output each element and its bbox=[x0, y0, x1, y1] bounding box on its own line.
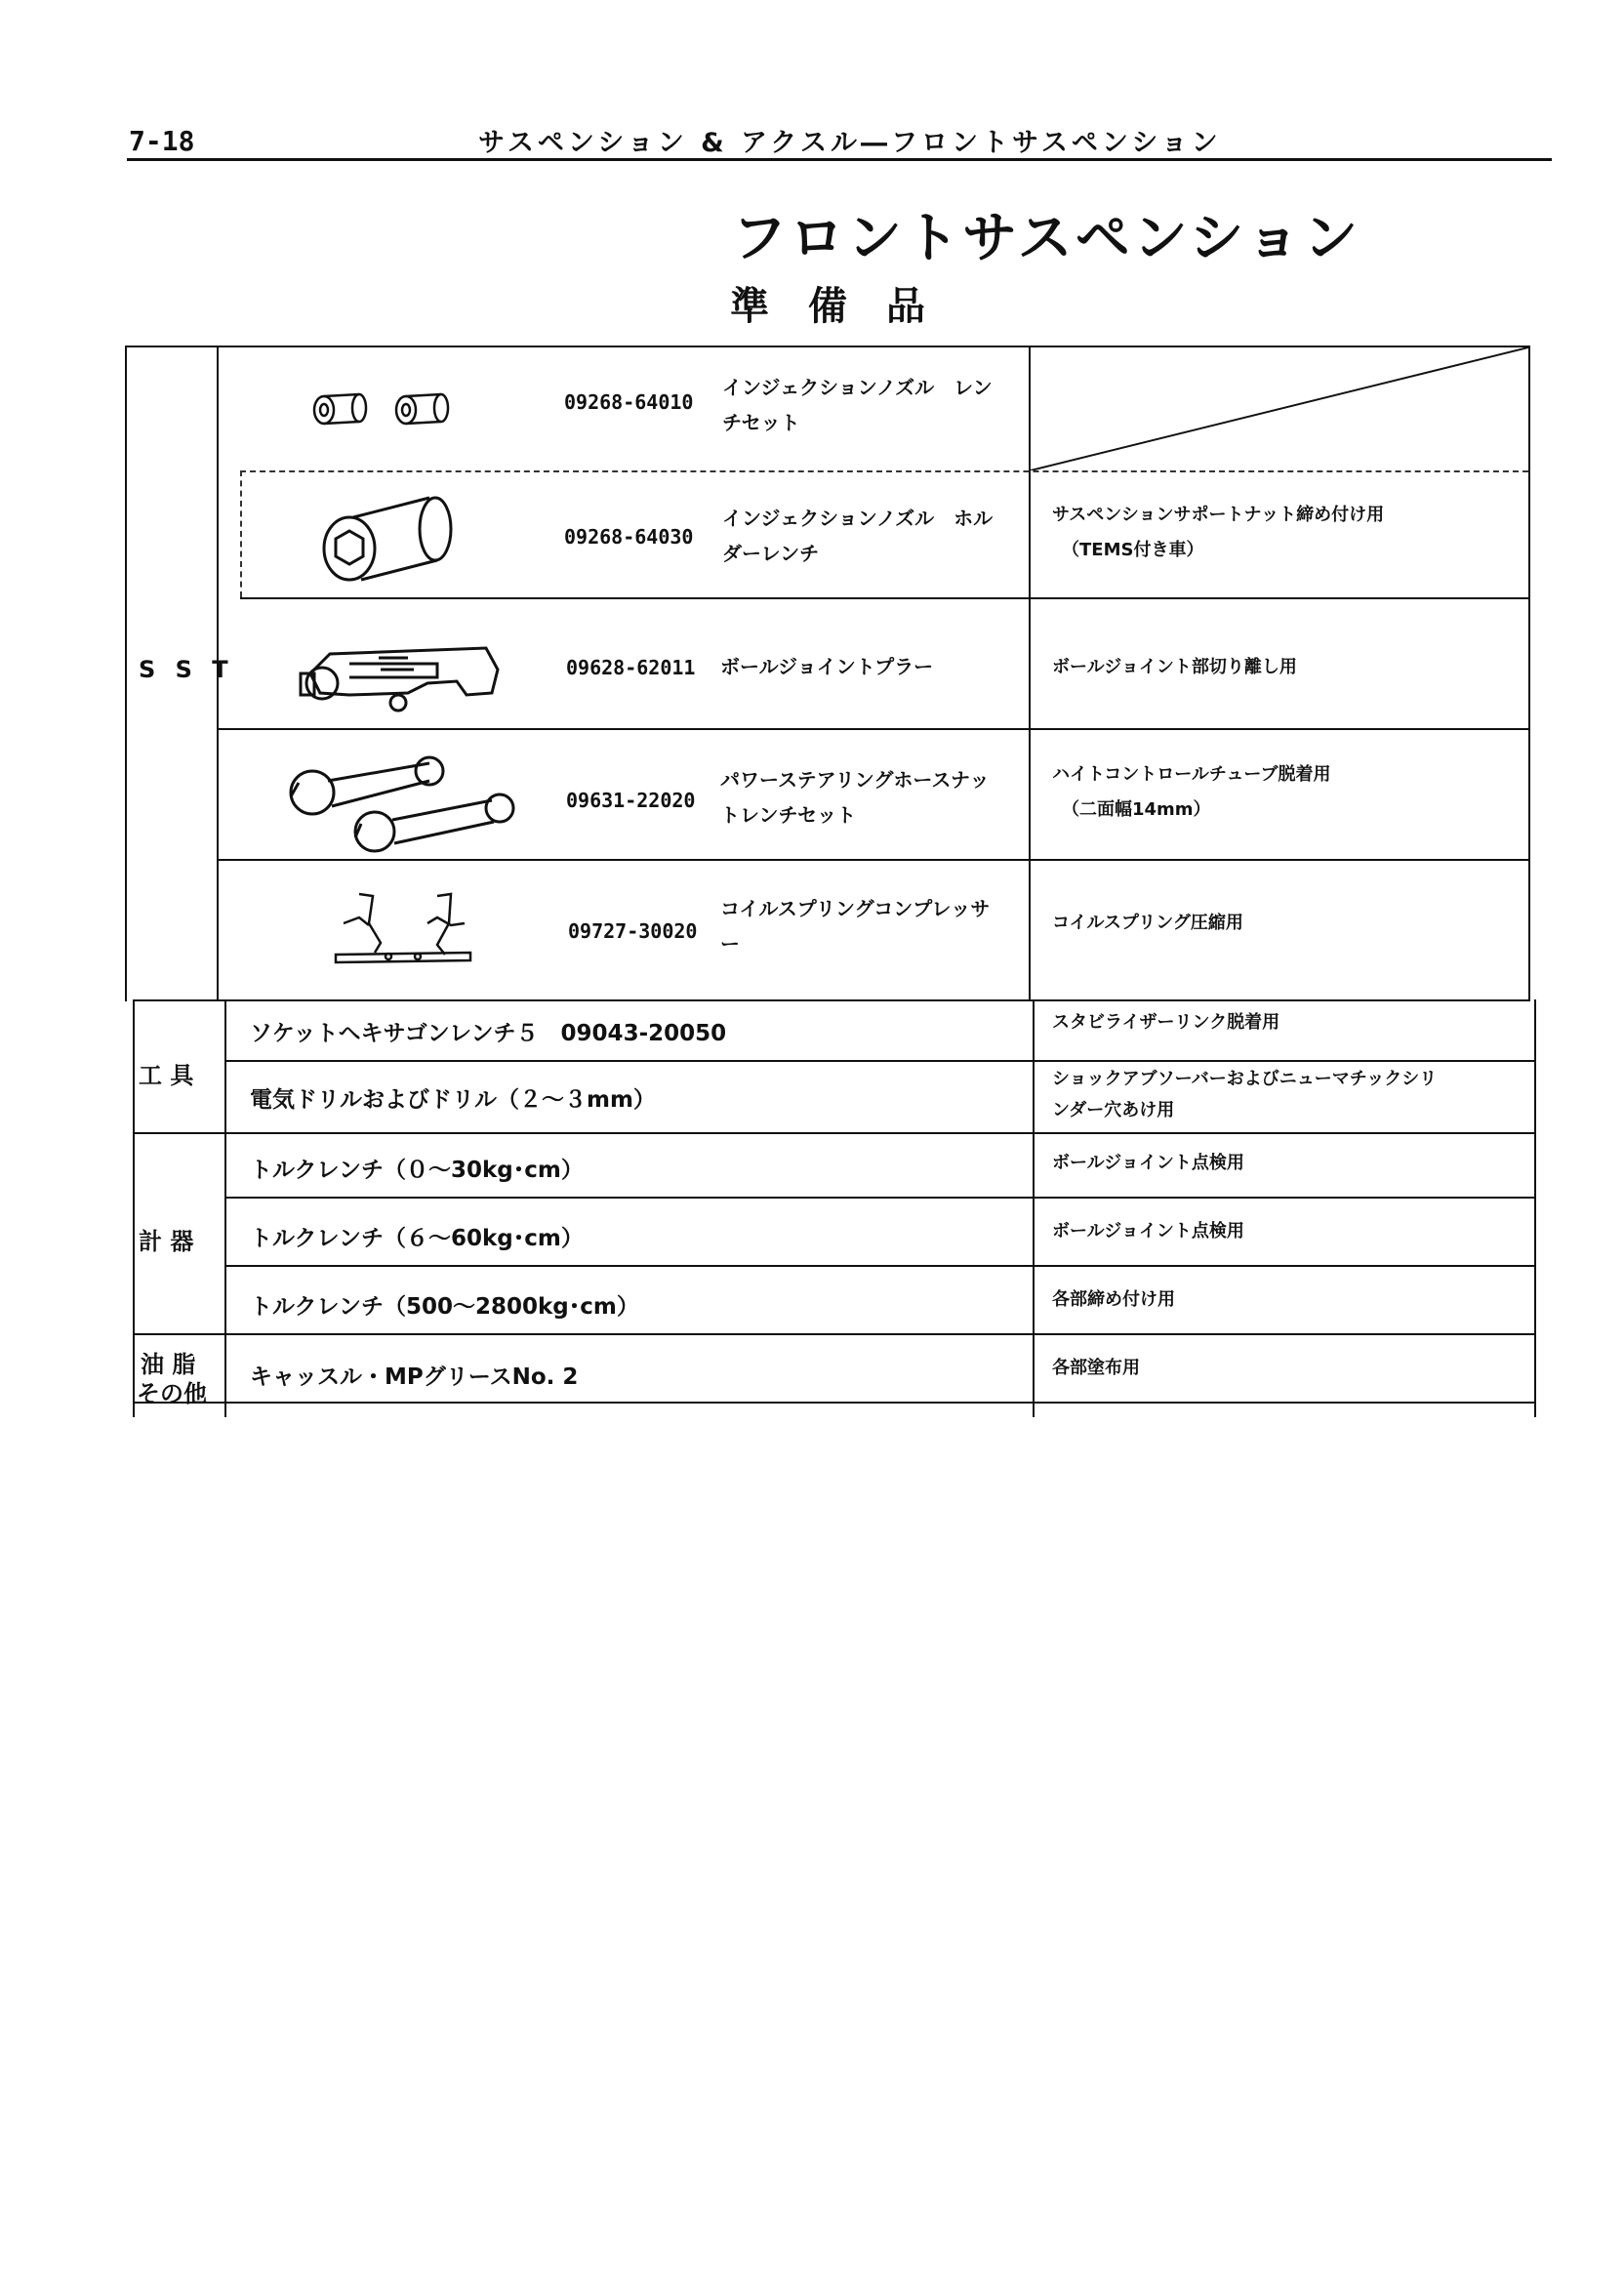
part-number: 09628-62011 bbox=[566, 656, 696, 679]
tool-name: ボールジョイントプラー bbox=[720, 655, 934, 678]
part-number: 09727-30020 bbox=[568, 919, 698, 943]
category-gauges: 計 器 bbox=[139, 1228, 194, 1255]
lower-cat-divider bbox=[224, 999, 226, 1417]
header-rule bbox=[127, 158, 1552, 161]
row-separator bbox=[224, 1265, 1536, 1267]
row-separator bbox=[217, 859, 1530, 861]
page-number: 7-18 bbox=[129, 125, 195, 157]
category-grease: 油 脂 bbox=[141, 1351, 196, 1378]
gauge-usage: ボールジョイント点検用 bbox=[1052, 1221, 1244, 1242]
tool-usage: サスペンションサポートナット締め付け用 bbox=[1052, 505, 1385, 525]
part-number: 09631-22020 bbox=[566, 789, 696, 812]
tool-name: コイルスプリングコンプレッサ bbox=[720, 897, 991, 920]
tool-usage: （TEMS付き車） bbox=[1062, 540, 1204, 560]
tool-usage: ショックアブソーバーおよびニューマチックシリ bbox=[1052, 1069, 1438, 1089]
tool-row-item: ソケットヘキサゴンレンチ５ 09043-20050 bbox=[250, 1021, 727, 1046]
gauge-row-item: トルクレンチ（０～30kg･cm） bbox=[250, 1158, 584, 1183]
section-border bbox=[133, 1132, 1536, 1134]
page-title: フロントサスペンション bbox=[732, 207, 1361, 270]
gauge-usage: 各部締め付け用 bbox=[1052, 1289, 1175, 1310]
grease-usage: 各部塗布用 bbox=[1052, 1358, 1140, 1378]
row-separator bbox=[217, 728, 1530, 730]
socket-pair-icon bbox=[310, 387, 457, 431]
category-sst: S S T bbox=[139, 656, 234, 683]
gauge-row-item: トルクレンチ（６～60kg･cm） bbox=[250, 1226, 584, 1251]
holder-wrench-icon bbox=[310, 488, 467, 586]
tool-usage: スタビライザーリンク脱着用 bbox=[1052, 1012, 1280, 1033]
table-bottom-border bbox=[133, 1402, 1536, 1404]
tool-usage: （二面幅14mm） bbox=[1062, 799, 1211, 820]
lower-left-border bbox=[133, 999, 135, 1417]
tool-name: ダーレンチ bbox=[722, 542, 820, 565]
tool-name: ー bbox=[720, 932, 740, 956]
tool-usage: ハイトコントロールチューブ脱着用 bbox=[1052, 764, 1331, 785]
tool-name: パワーステアリングホースナッ bbox=[720, 768, 990, 792]
flare-nut-wrench-icon bbox=[283, 748, 521, 855]
part-number: 09268-64010 bbox=[564, 390, 694, 414]
page-subtitle: 準備品 bbox=[730, 284, 964, 329]
grease-row-item: キャッスル・MPグリースNo. 2 bbox=[250, 1364, 579, 1390]
tool-usage: コイルスプリング圧縮用 bbox=[1052, 913, 1243, 933]
running-header: サスペンション & アクスル―フロントサスペンション bbox=[478, 128, 1222, 158]
category-grease-other: その他 bbox=[137, 1380, 207, 1407]
lower-right-border bbox=[1534, 999, 1536, 1417]
dashed-separator bbox=[240, 470, 1528, 472]
tool-name: チセット bbox=[722, 411, 800, 434]
section-border bbox=[133, 999, 1530, 1001]
sst-left-border bbox=[125, 346, 127, 1001]
category-tools: 工 具 bbox=[139, 1062, 194, 1089]
tool-row-item: 電気ドリルおよびドリル（２～３mm） bbox=[250, 1087, 656, 1113]
sst-right-border bbox=[1528, 346, 1530, 1001]
gauge-row-item: トルクレンチ（500～2800kg･cm） bbox=[250, 1294, 639, 1320]
ball-joint-puller-icon bbox=[291, 634, 506, 716]
tool-name: インジェクションノズル ホル bbox=[722, 507, 994, 530]
lower-use-divider bbox=[1033, 999, 1035, 1417]
tool-usage: ボールジョイント部切り離し用 bbox=[1052, 657, 1297, 677]
gauge-usage: ボールジョイント点検用 bbox=[1052, 1153, 1244, 1173]
row-separator bbox=[224, 1197, 1536, 1199]
part-number: 09268-64030 bbox=[564, 525, 694, 549]
coil-spring-compressor-icon bbox=[330, 884, 476, 972]
tool-name: インジェクションノズル レン bbox=[722, 376, 993, 399]
tool-usage: ンダー穴あけ用 bbox=[1052, 1100, 1175, 1120]
tool-name: トレンチセット bbox=[720, 803, 857, 827]
empty-cell-diagonal bbox=[1031, 347, 1528, 470]
dashed-bracket bbox=[240, 470, 242, 597]
section-border bbox=[133, 1333, 1536, 1335]
row-separator bbox=[240, 597, 1530, 599]
